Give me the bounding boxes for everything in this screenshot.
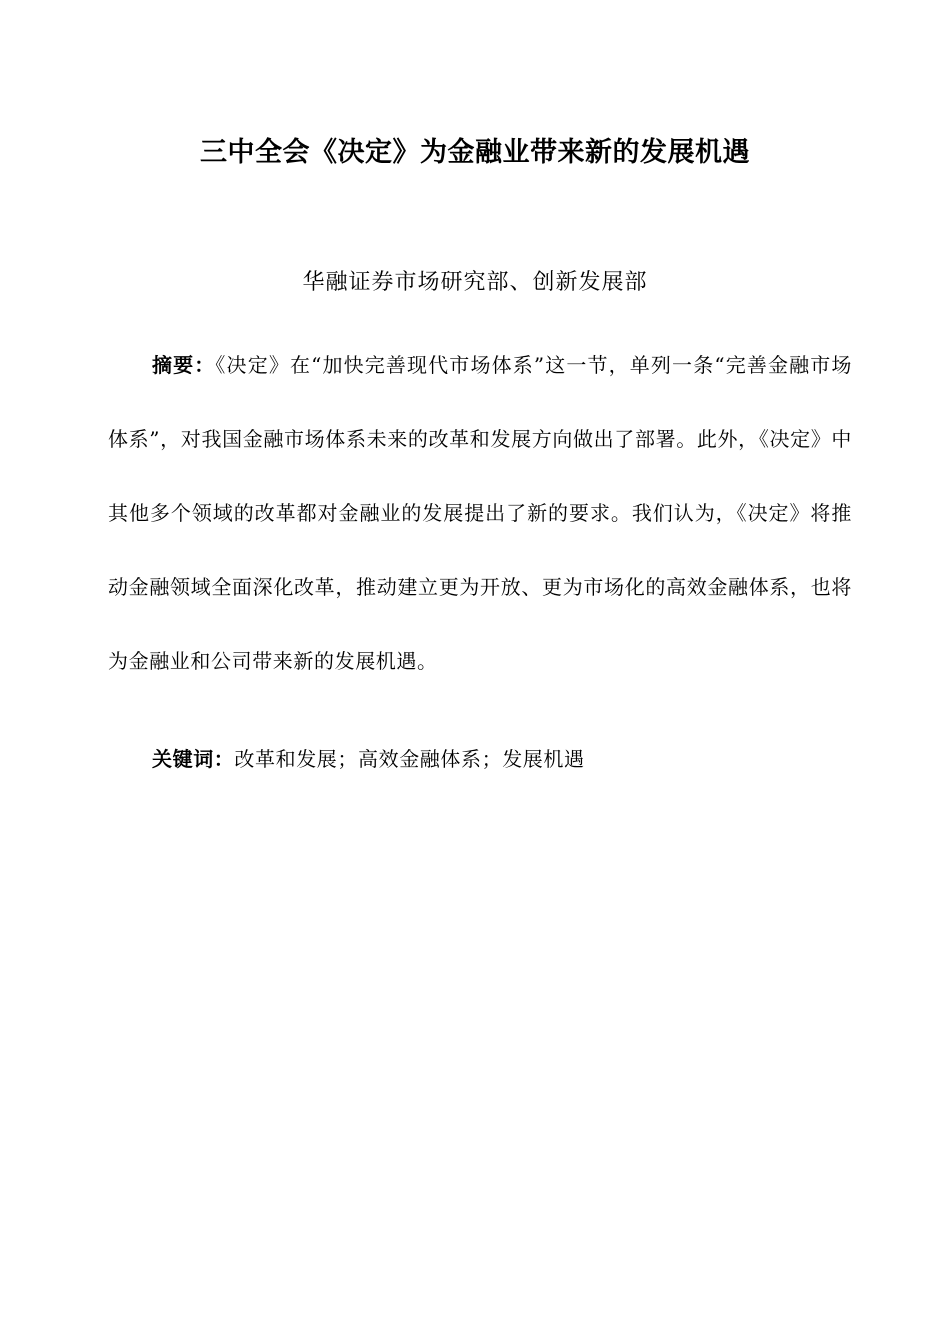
abstract-paragraph xyxy=(108,328,852,698)
keywords-label: 关键词： xyxy=(152,747,235,771)
author-line: 华融证券市场研究部、创新发展部 xyxy=(302,270,648,295)
abstract-label: 摘要： xyxy=(152,353,216,377)
keywords-line xyxy=(152,742,852,776)
document-title: 三中全会《决定》为金融业带来新的发展机遇 xyxy=(200,137,750,168)
keywords-text: 改革和发展；高效金融体系；发展机遇 xyxy=(234,747,585,771)
abstract-text: 《决定》在“加快完善现代市场体系”这一节，单列一条“完善金融市场体系”，对我国金融市场体系未来的改革和发展方向做出了部署。此外，《决定》中其他多个领域的改革都对金融业的发展提出了新的要求。我们认为，《决定》将推动金融领域全面深化改革，推动建立更为开放、更为市场化的高效金融体系，也将为金融业和公司带来新的发展机遇。 xyxy=(108,353,852,673)
